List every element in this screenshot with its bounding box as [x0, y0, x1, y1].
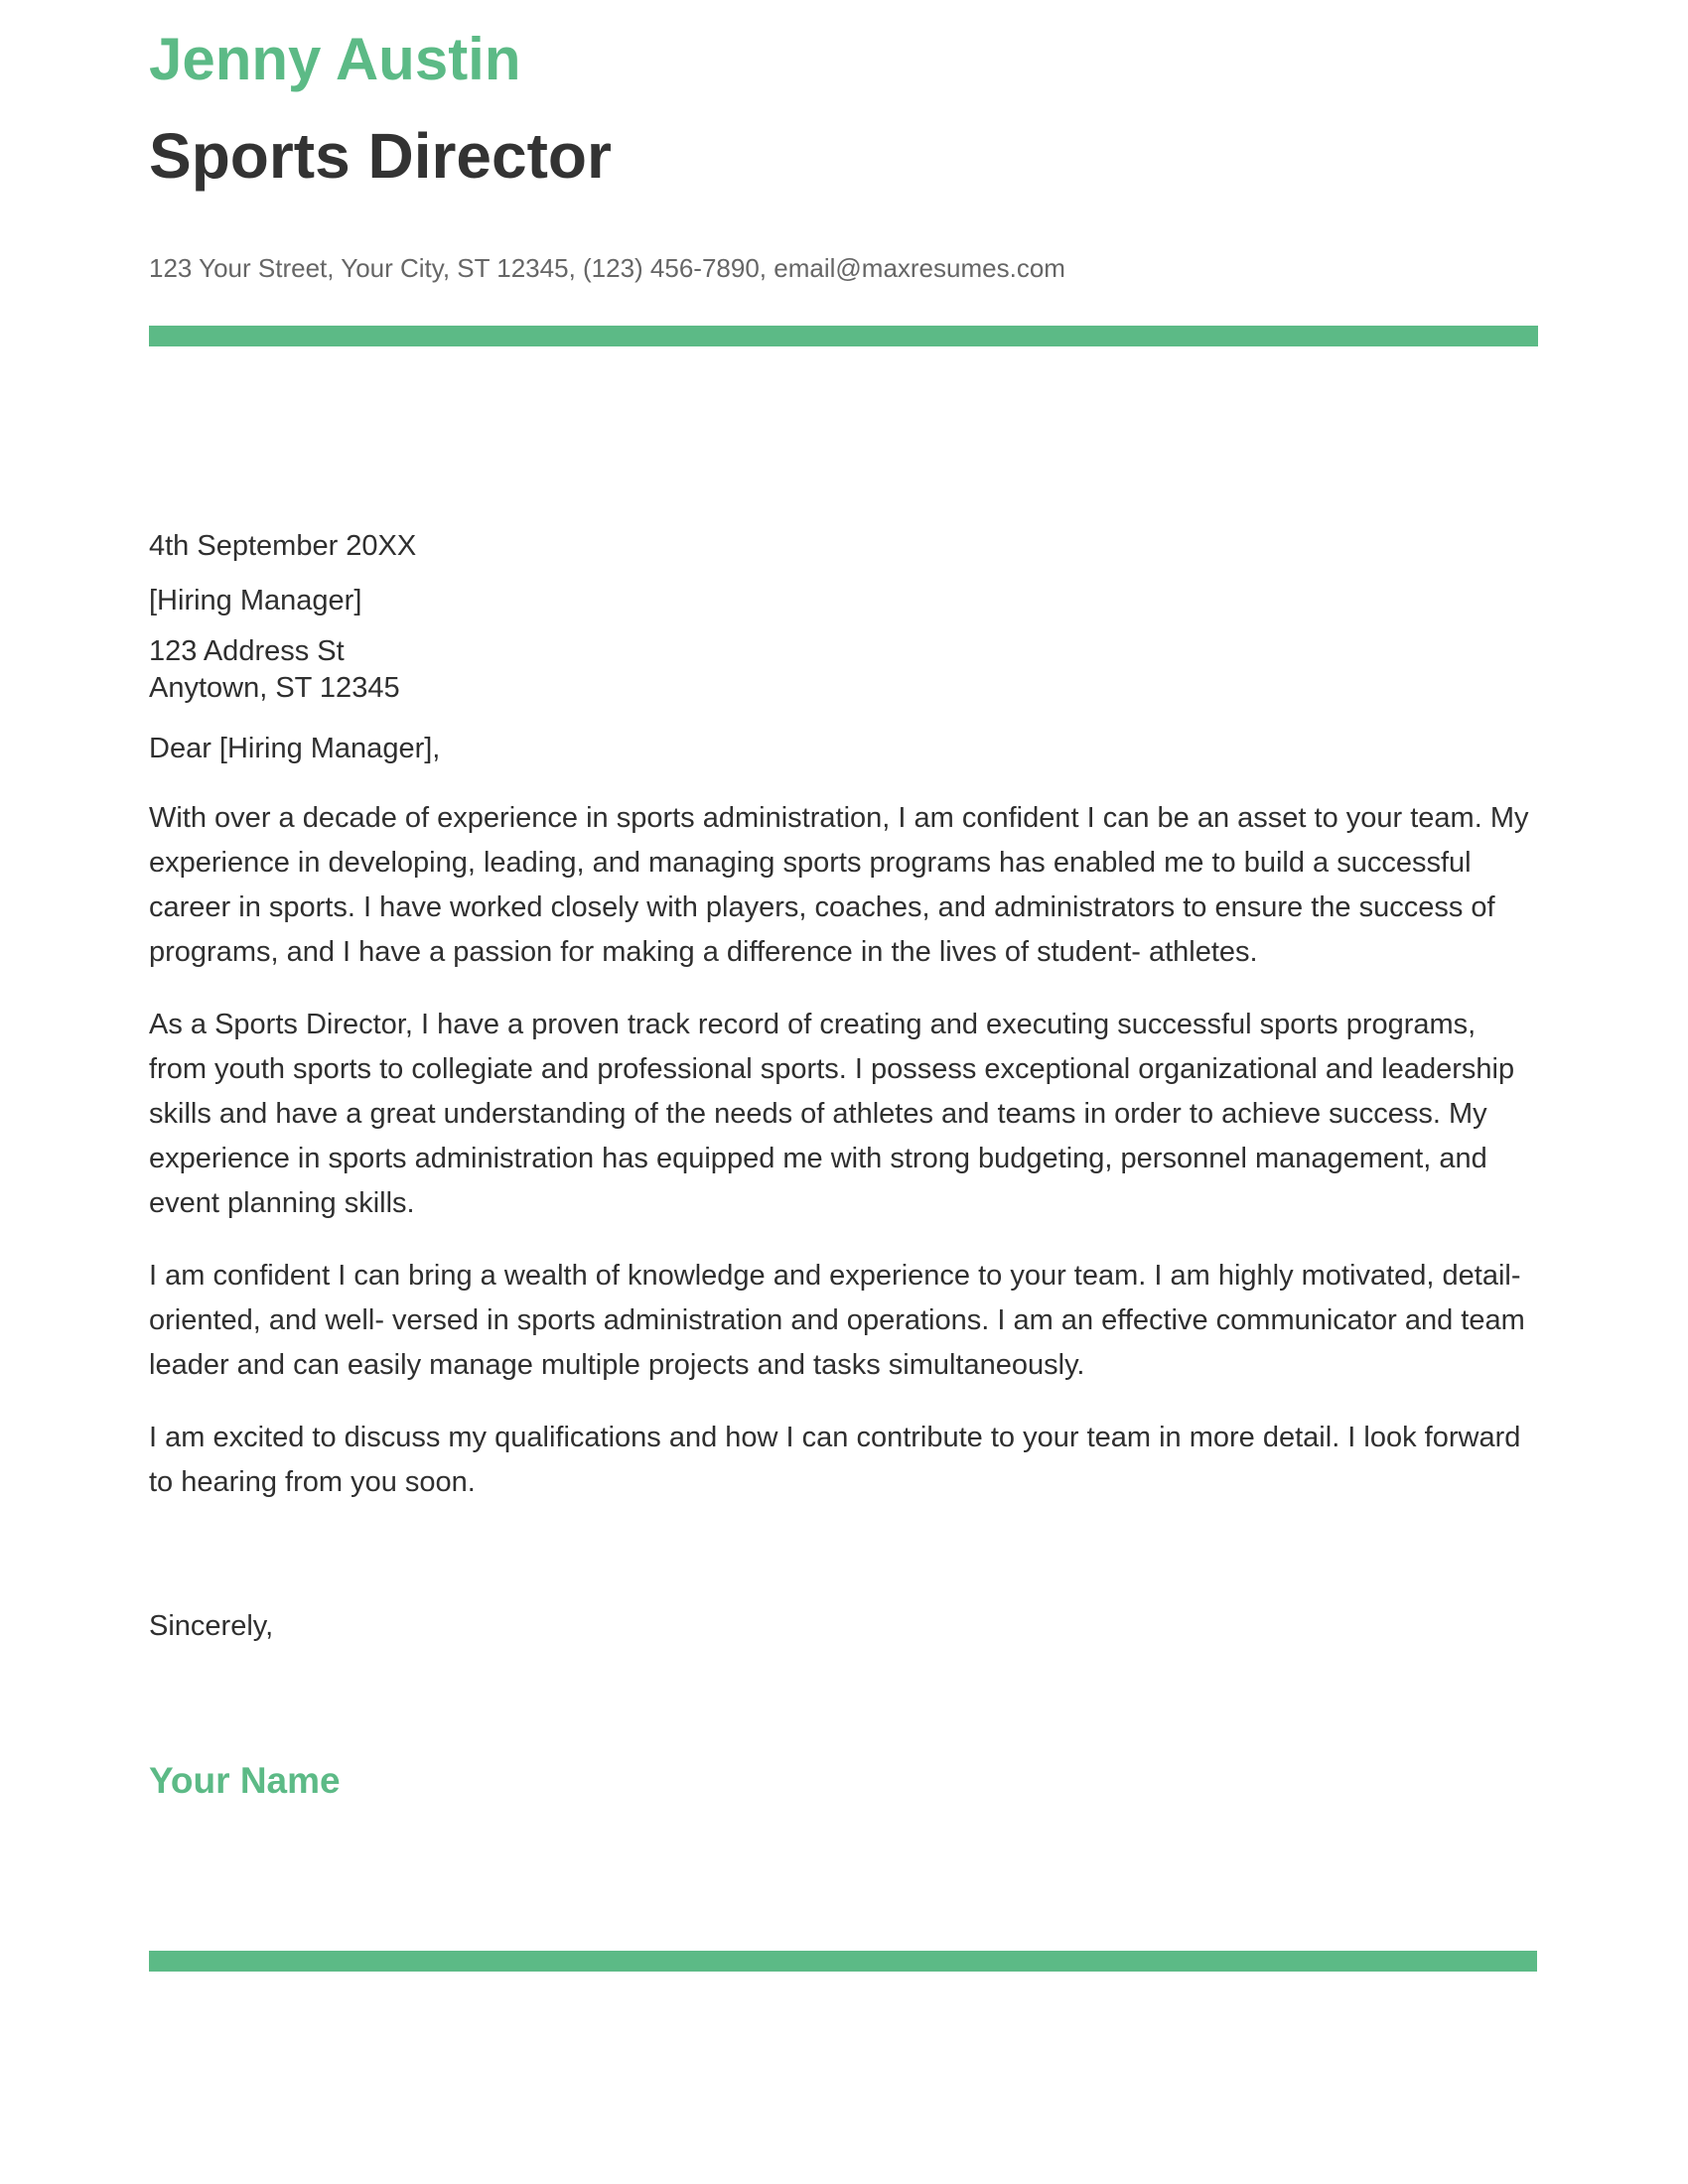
footer-divider [149, 1951, 1537, 1972]
letter-body [149, 524, 1539, 1533]
contact-info: 123 Your Street, Your City, ST 12345, (123) 456-7890, email@maxresumes.com [149, 253, 1065, 283]
body-paragraph: As a Sports Director, I have a proven track record of creating and executing successful sports programs, from youth sports to collegiate and professional sports. I possess exceptional organizational and leadership skills and have a great understanding of the needs of athletes and teams in order to achieve success. My experience in sports administration has equipped me with strong budgeting, personnel management, and event planning skills. [149, 1009, 1515, 1219]
address-line-1: 123 Address St [149, 635, 345, 667]
signature-name: Your Name [149, 1760, 341, 1801]
header-divider [149, 326, 1538, 346]
address-line-2: Anytown, ST 12345 [149, 672, 400, 704]
closing: Sincerely, [149, 1610, 274, 1642]
recipient-name: [Hiring Manager] [149, 585, 362, 616]
job-title: Sports Director [149, 120, 612, 192]
salutation: Dear [Hiring Manager], [149, 733, 441, 764]
letter-date: 4th September 20XX [149, 530, 417, 562]
body-paragraph: I am excited to discuss my qualifications and how I can contribute to your team in more detail. I look forward to hearing from you soon. [149, 1422, 1521, 1498]
applicant-name: Jenny Austin [149, 26, 521, 92]
body-paragraph: With over a decade of experience in sports administration, I am confident I can be an asset to your team. My experience in developing, leading, and managing sports programs has enabled me to build a successful career in sports. I have worked closely with players, coaches, and administrators to ensure the success of programs, and I have a passion for making a difference in the lives of student- athletes. [149, 802, 1529, 968]
recipient-address [149, 633, 1539, 707]
body-paragraph: I am confident I can bring a wealth of knowledge and experience to your team. I am highly motivated, detail- oriented, and well- versed in sports administration and operations. I am an effective communicator and team leader and can easily manage multiple projects and tasks simultaneously. [149, 1260, 1525, 1381]
